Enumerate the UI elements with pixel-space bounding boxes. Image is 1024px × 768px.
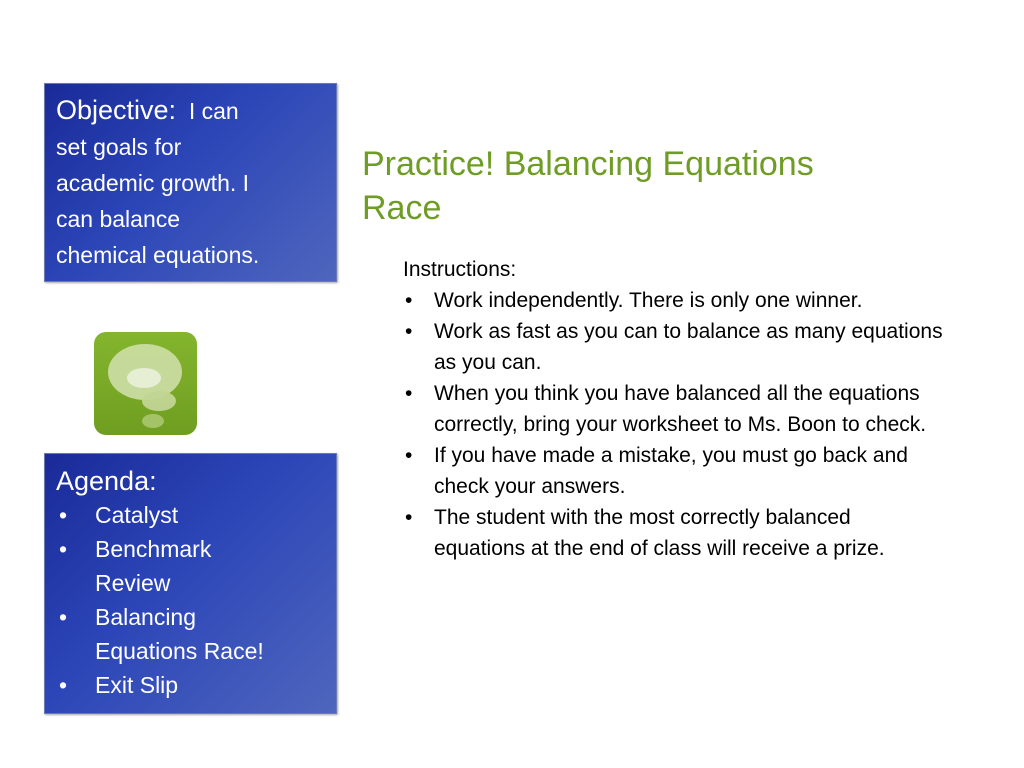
thought-bubble-icon	[94, 332, 197, 435]
instruction-item: • Work as fast as you can to balance as many equations as you can.	[403, 316, 944, 378]
objective-line-4: can balance	[56, 206, 181, 232]
objective-label: Objective:	[56, 95, 177, 125]
agenda-item-benchmark-review	[56, 532, 326, 600]
agenda-item-label-cont: Review	[95, 570, 171, 596]
instructions-heading: Instructions:	[403, 258, 517, 281]
objective-line-3b: . I	[229, 170, 250, 196]
instructions-block	[403, 255, 963, 564]
instruction-item: • When you think you have balanced all the equations correctly, bring your worksheet to Ms. Boon to check.	[403, 378, 944, 440]
agenda-item-label: Balancing	[95, 604, 197, 630]
objective-box	[44, 83, 337, 282]
instruction-item: • Work independently. There is only one winner.	[403, 285, 944, 316]
slide-title-line-1: Practice! Balancing Equations	[362, 145, 814, 183]
slide-title-line-2: Race	[362, 189, 442, 227]
objective-line-3a: academic growth	[56, 170, 230, 196]
agenda-item-label: Exit Slip	[95, 672, 179, 698]
agenda-list	[56, 498, 326, 702]
instructions-list	[403, 285, 963, 564]
agenda-item-label: Catalyst	[95, 502, 179, 528]
objective-line-5: chemical equations.	[56, 242, 260, 268]
objective-line-1: I can	[188, 98, 239, 124]
thought-bubble-graphic	[94, 332, 197, 435]
agenda-item-balancing-race	[56, 600, 326, 668]
agenda-box	[44, 453, 337, 714]
agenda-item-catalyst	[56, 498, 326, 532]
agenda-item-label: Benchmark	[95, 536, 212, 562]
objective-text	[56, 92, 326, 273]
agenda-heading: Agenda:	[56, 466, 157, 496]
slide-title	[362, 142, 982, 230]
instruction-item: • The student with the most correctly balanced equations at the end of class will receive a prize.	[403, 502, 944, 564]
objective-line-2: set goals for	[56, 134, 182, 160]
agenda-item-label-cont: Equations Race!	[95, 638, 264, 664]
agenda-item-exit-slip	[56, 668, 326, 702]
instruction-item: • If you have made a mistake, you must go back and check your answers.	[403, 440, 944, 502]
